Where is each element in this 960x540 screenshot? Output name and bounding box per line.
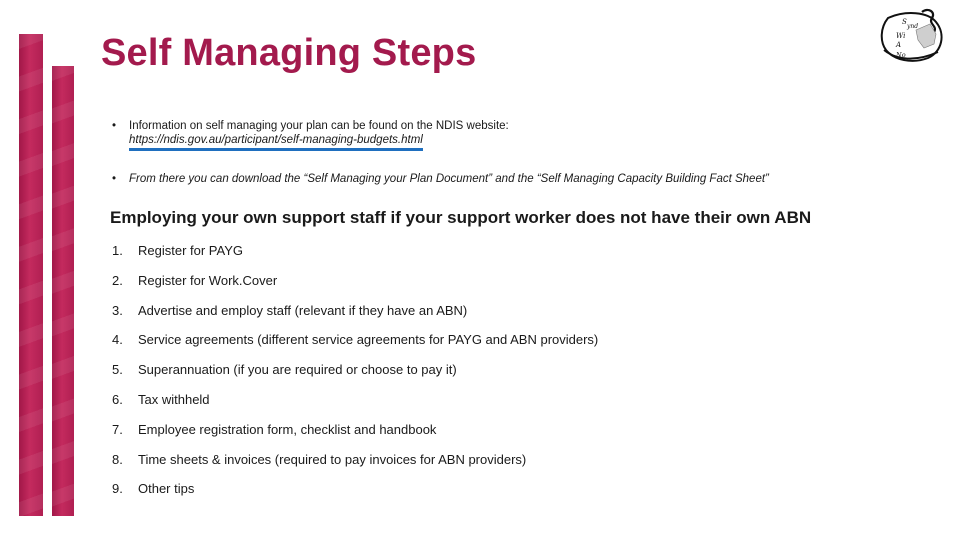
logo [876, 8, 950, 66]
ndis-link[interactable]: https://ndis.gov.au/participant/self-managing-budgets.html [129, 133, 423, 151]
steps-list [112, 243, 912, 511]
step-text: Other tips [138, 481, 195, 497]
list-item [112, 273, 912, 303]
step-number: 2. [112, 272, 123, 288]
bullet-item [112, 172, 932, 186]
decorative-bar-left [19, 34, 43, 516]
bullet-text-body: Information on self managing your plan can be found on the NDIS website: [129, 120, 509, 132]
step-number: 6. [112, 391, 123, 407]
list-item [112, 362, 912, 392]
svg-text:No: No [896, 51, 906, 59]
list-item [112, 243, 912, 273]
step-text: Advertise and employ staff (relevant if they have an ABN) [138, 302, 468, 318]
svg-text:A: A [896, 41, 902, 49]
list-item [112, 481, 912, 511]
slide-title: Self Managing Steps [101, 32, 477, 74]
bullet-marker: • [112, 173, 117, 185]
list-item [112, 332, 912, 362]
step-number: 4. [112, 332, 123, 348]
bullet-text [129, 119, 509, 151]
step-text: Service agreements (different service agreements for PAYG and ABN providers) [138, 332, 599, 348]
svg-text:Wi: Wi [896, 32, 906, 40]
list-item [112, 392, 912, 422]
step-text: Tax withheld [138, 391, 210, 407]
svg-text:S: S [902, 18, 907, 26]
decorative-bar-right [52, 66, 74, 516]
bullet-item [112, 119, 932, 151]
step-number: 5. [112, 362, 123, 378]
step-number: 9. [112, 481, 123, 497]
list-item [112, 452, 912, 482]
step-number: 7. [112, 421, 123, 437]
step-number: 1. [112, 243, 123, 258]
logo-graphic [876, 8, 950, 66]
list-item [112, 422, 912, 452]
svg-text:ynd: ynd [907, 23, 919, 30]
bullet-text: From there you can download the “Self Managing your Plan Document” and the “Self Managing Capacity Building Fact Sheet” [129, 173, 769, 185]
step-number: 3. [112, 302, 123, 318]
section-heading: Employing your own support staff if your support worker does not have their own ABN [110, 208, 812, 227]
list-item [112, 303, 912, 333]
step-text: Time sheets & invoices (required to pay invoices for ABN providers) [138, 451, 527, 467]
step-text: Register for Work.Cover [138, 272, 278, 288]
step-text: Employee registration form, checklist and handbook [138, 421, 437, 437]
step-text: Superannuation (if you are required or choose to pay it) [138, 362, 457, 378]
step-number: 8. [112, 451, 123, 467]
step-text: Register for PAYG [138, 243, 243, 258]
bullet-list [112, 119, 932, 207]
bullet-marker: • [112, 120, 117, 132]
